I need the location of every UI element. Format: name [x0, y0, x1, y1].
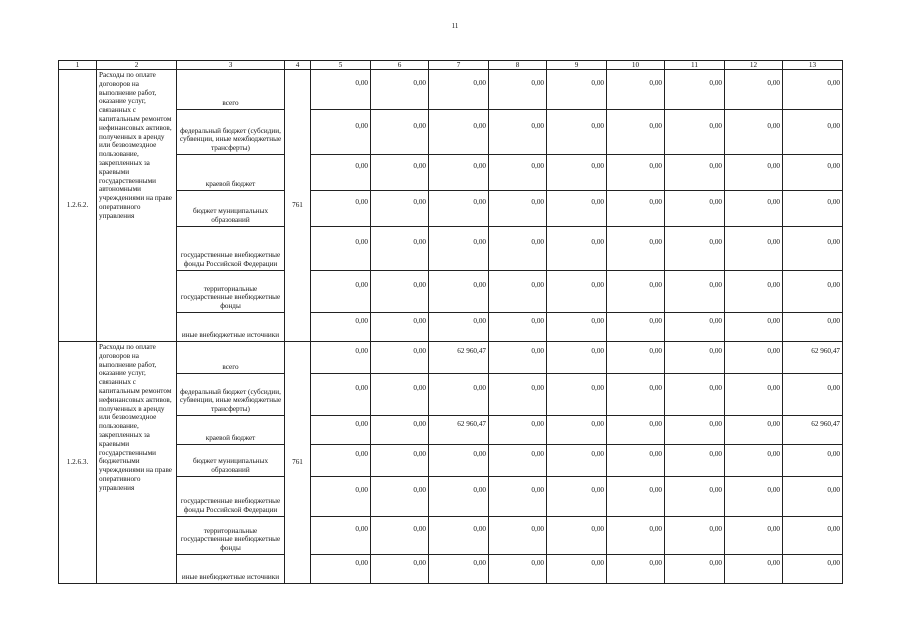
value-cell: 0,00	[783, 477, 843, 517]
value-cell: 0,00	[371, 155, 429, 191]
table-row	[59, 342, 843, 374]
value-cell: 0,00	[665, 313, 725, 342]
value-cell: 0,00	[665, 110, 725, 155]
value-cell: 0,00	[371, 477, 429, 517]
value-cell: 0,00	[547, 191, 607, 227]
funding-source: иные внебюджетные источники	[177, 313, 285, 342]
value-cell: 0,00	[607, 555, 665, 584]
value-cell: 0,00	[607, 313, 665, 342]
column-header: 7	[429, 61, 489, 70]
value-cell: 0,00	[371, 374, 429, 416]
value-cell: 0,00	[489, 110, 547, 155]
value-cell: 0,00	[371, 416, 429, 445]
value-cell: 0,00	[311, 191, 371, 227]
value-cell: 0,00	[725, 374, 783, 416]
value-cell: 0,00	[665, 191, 725, 227]
value-cell: 0,00	[429, 70, 489, 110]
column-header: 10	[607, 61, 665, 70]
value-cell: 0,00	[547, 445, 607, 477]
funding-source: территориальные государственные внебюджетные фонды	[177, 271, 285, 313]
value-cell: 0,00	[725, 191, 783, 227]
value-cell: 0,00	[311, 445, 371, 477]
column-header: 11	[665, 61, 725, 70]
value-cell: 0,00	[489, 555, 547, 584]
value-cell: 0,00	[489, 155, 547, 191]
value-cell: 0,00	[725, 477, 783, 517]
table-row	[59, 271, 843, 313]
value-cell: 0,00	[429, 227, 489, 271]
value-cell: 0,00	[371, 445, 429, 477]
value-cell: 0,00	[725, 155, 783, 191]
value-cell: 0,00	[665, 70, 725, 110]
value-cell: 0,00	[547, 155, 607, 191]
value-cell: 0,00	[665, 445, 725, 477]
item-code: 1.2.6.2.	[59, 70, 97, 342]
value-cell: 0,00	[489, 191, 547, 227]
value-cell: 0,00	[725, 445, 783, 477]
value-cell: 0,00	[489, 445, 547, 477]
value-cell: 0,00	[725, 70, 783, 110]
value-cell: 0,00	[665, 342, 725, 374]
value-cell: 0,00	[783, 110, 843, 155]
column-numbers-row	[59, 61, 843, 70]
value-cell: 62 960,47	[783, 416, 843, 445]
value-cell: 0,00	[607, 155, 665, 191]
column-header: 5	[311, 61, 371, 70]
value-cell: 0,00	[547, 313, 607, 342]
value-cell: 0,00	[783, 555, 843, 584]
value-cell: 0,00	[665, 517, 725, 555]
item-code: 1.2.6.3.	[59, 342, 97, 584]
value-cell: 0,00	[607, 342, 665, 374]
value-cell: 0,00	[371, 342, 429, 374]
value-cell: 0,00	[311, 416, 371, 445]
funding-source: территориальные государственные внебюджетные фонды	[177, 517, 285, 555]
value-cell: 0,00	[547, 374, 607, 416]
value-cell: 0,00	[311, 227, 371, 271]
value-cell: 0,00	[429, 445, 489, 477]
table-row	[59, 227, 843, 271]
table-row	[59, 191, 843, 227]
value-cell: 0,00	[783, 445, 843, 477]
column-header: 12	[725, 61, 783, 70]
value-cell: 0,00	[783, 271, 843, 313]
kbk-code: 761	[285, 70, 311, 342]
page-number: 11	[451, 22, 459, 30]
table-row	[59, 110, 843, 155]
value-cell: 0,00	[665, 374, 725, 416]
funding-source: бюджет муниципальных образований	[177, 191, 285, 227]
value-cell: 0,00	[371, 271, 429, 313]
value-cell: 0,00	[547, 477, 607, 517]
table-row	[59, 374, 843, 416]
value-cell: 0,00	[371, 555, 429, 584]
table-row	[59, 70, 843, 110]
value-cell: 0,00	[489, 70, 547, 110]
value-cell: 0,00	[725, 555, 783, 584]
value-cell: 0,00	[429, 155, 489, 191]
funding-source: бюджет муниципальных образований	[177, 445, 285, 477]
value-cell: 0,00	[311, 374, 371, 416]
table-row	[59, 445, 843, 477]
funding-source: всего	[177, 342, 285, 374]
value-cell: 0,00	[311, 313, 371, 342]
value-cell: 0,00	[607, 477, 665, 517]
funding-source: краевой бюджет	[177, 416, 285, 445]
value-cell: 0,00	[429, 517, 489, 555]
kbk-code: 761	[285, 342, 311, 584]
value-cell: 0,00	[547, 271, 607, 313]
value-cell: 0,00	[783, 313, 843, 342]
value-cell: 0,00	[311, 110, 371, 155]
column-header: 8	[489, 61, 547, 70]
value-cell: 0,00	[725, 342, 783, 374]
column-header: 3	[177, 61, 285, 70]
value-cell: 0,00	[665, 416, 725, 445]
value-cell: 0,00	[429, 374, 489, 416]
value-cell: 0,00	[607, 445, 665, 477]
funding-source: государственные внебюджетные фонды Российской Федерации	[177, 227, 285, 271]
value-cell: 0,00	[429, 110, 489, 155]
table-row	[59, 517, 843, 555]
value-cell: 0,00	[547, 555, 607, 584]
funding-source: иные внебюджетные источники	[177, 555, 285, 584]
funding-source: всего	[177, 70, 285, 110]
value-cell: 0,00	[547, 227, 607, 271]
funding-source: государственные внебюджетные фонды Российской Федерации	[177, 477, 285, 517]
column-header: 9	[547, 61, 607, 70]
value-cell: 0,00	[725, 110, 783, 155]
value-cell: 0,00	[725, 313, 783, 342]
value-cell: 0,00	[783, 191, 843, 227]
value-cell: 0,00	[665, 555, 725, 584]
item-name: Расходы по оплате договоров на выполнение работ, оказание услуг, связанных с капитальным ремонтом нефинансовых активов, полученных в аренду или безвозмездное пользование, закрепленных за краевыми государственными автономными учреждениями на праве оперативного управления	[97, 70, 177, 342]
value-cell: 0,00	[547, 342, 607, 374]
table-row	[59, 155, 843, 191]
table-body	[59, 61, 843, 584]
value-cell: 0,00	[665, 227, 725, 271]
value-cell: 0,00	[429, 313, 489, 342]
value-cell: 0,00	[783, 374, 843, 416]
value-cell: 0,00	[429, 271, 489, 313]
value-cell: 0,00	[429, 477, 489, 517]
column-header: 4	[285, 61, 311, 70]
value-cell: 62 960,47	[429, 416, 489, 445]
column-header: 2	[97, 61, 177, 70]
value-cell: 0,00	[783, 517, 843, 555]
table-row	[59, 555, 843, 584]
value-cell: 0,00	[725, 517, 783, 555]
value-cell: 0,00	[489, 271, 547, 313]
column-header: 13	[783, 61, 843, 70]
funding-source: федеральный бюджет (субсидии, субвенции, иные межбюджетные трансферты)	[177, 374, 285, 416]
value-cell: 0,00	[429, 555, 489, 584]
value-cell: 0,00	[665, 155, 725, 191]
budget-table	[58, 60, 843, 584]
value-cell: 0,00	[311, 517, 371, 555]
value-cell: 0,00	[607, 227, 665, 271]
value-cell: 0,00	[489, 227, 547, 271]
value-cell: 0,00	[311, 342, 371, 374]
value-cell: 0,00	[311, 271, 371, 313]
value-cell: 0,00	[607, 191, 665, 227]
value-cell: 0,00	[783, 227, 843, 271]
value-cell: 0,00	[371, 110, 429, 155]
value-cell: 0,00	[371, 70, 429, 110]
value-cell: 0,00	[547, 70, 607, 110]
value-cell: 0,00	[489, 477, 547, 517]
value-cell: 0,00	[607, 416, 665, 445]
value-cell: 62 960,47	[783, 342, 843, 374]
item-name: Расходы по оплате договоров на выполнение работ, оказание услуг, связанных с капитальным ремонтом нефинансовых активов, полученных в аренду или безвозмездное пользование, закрепленных за краевыми государственными бюджетными учреждениями на праве оперативного управления	[97, 342, 177, 584]
table-row	[59, 313, 843, 342]
table-row	[59, 416, 843, 445]
value-cell: 0,00	[665, 271, 725, 313]
funding-source: краевой бюджет	[177, 155, 285, 191]
value-cell: 0,00	[371, 517, 429, 555]
value-cell: 0,00	[489, 374, 547, 416]
value-cell: 0,00	[371, 191, 429, 227]
value-cell: 0,00	[607, 271, 665, 313]
value-cell: 0,00	[311, 477, 371, 517]
column-header: 1	[59, 61, 97, 70]
value-cell: 0,00	[311, 70, 371, 110]
value-cell: 0,00	[371, 227, 429, 271]
value-cell: 0,00	[783, 70, 843, 110]
value-cell: 0,00	[547, 416, 607, 445]
value-cell: 0,00	[725, 271, 783, 313]
value-cell: 0,00	[311, 155, 371, 191]
table-row	[59, 477, 843, 517]
value-cell: 0,00	[607, 70, 665, 110]
value-cell: 0,00	[489, 517, 547, 555]
value-cell: 0,00	[607, 374, 665, 416]
value-cell: 0,00	[725, 416, 783, 445]
value-cell: 0,00	[489, 342, 547, 374]
value-cell: 0,00	[665, 477, 725, 517]
value-cell: 0,00	[547, 517, 607, 555]
value-cell: 0,00	[311, 555, 371, 584]
value-cell: 0,00	[547, 110, 607, 155]
value-cell: 0,00	[371, 313, 429, 342]
value-cell: 62 960,47	[429, 342, 489, 374]
value-cell: 0,00	[607, 110, 665, 155]
value-cell: 0,00	[489, 416, 547, 445]
value-cell: 0,00	[607, 517, 665, 555]
value-cell: 0,00	[489, 313, 547, 342]
funding-source: федеральный бюджет (субсидии, субвенции, иные межбюджетные трансферты)	[177, 110, 285, 155]
column-header: 6	[371, 61, 429, 70]
value-cell: 0,00	[725, 227, 783, 271]
value-cell: 0,00	[429, 191, 489, 227]
value-cell: 0,00	[783, 155, 843, 191]
